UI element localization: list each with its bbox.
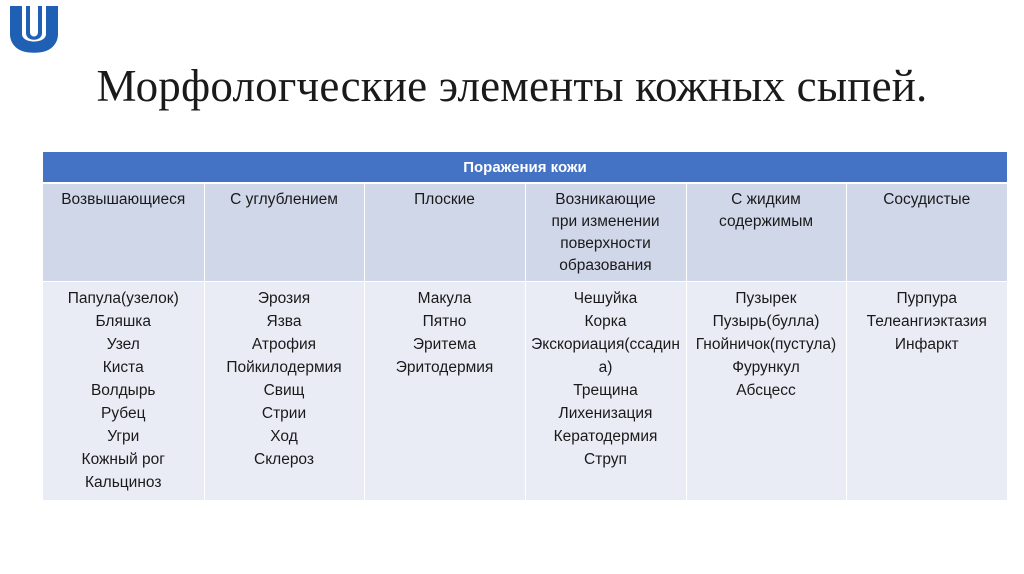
list-item: Склероз <box>254 451 314 468</box>
items-cell <box>204 282 364 501</box>
list-item: Эритодермия <box>395 359 494 376</box>
list-item: Телеангиэктазия <box>866 313 987 330</box>
list-item: Эрозия <box>257 290 311 307</box>
list-item: Папула(узелок) <box>67 290 179 307</box>
list-item: Язва <box>266 313 302 330</box>
items-cell <box>364 282 525 501</box>
list-item: Пятно <box>422 313 467 330</box>
category-cell: Возникающие при изменении поверхности образования <box>525 183 686 282</box>
list-item: Инфаркт <box>894 336 959 353</box>
list-item: Пузырь(булла) <box>712 313 820 330</box>
skin-lesions-table <box>43 152 1007 500</box>
list-item: Узел <box>106 336 140 353</box>
list-item: Лихенизация <box>558 405 653 422</box>
list-item: Ход <box>270 428 298 445</box>
category-cell: Плоские <box>364 183 525 282</box>
list-item: Киста <box>102 359 144 376</box>
list-item: Гнойничок(пустула) <box>695 336 837 353</box>
items-cell <box>686 282 846 501</box>
table-header: Поражения кожи <box>43 152 1007 183</box>
items-cell <box>846 282 1007 501</box>
list-item: Пурпура <box>896 290 958 307</box>
list-item: Бляшка <box>95 313 152 330</box>
list-item: Эритема <box>412 336 477 353</box>
items-cell <box>525 282 686 501</box>
category-cell: С углублением <box>204 183 364 282</box>
list-item: Волдырь <box>90 382 156 399</box>
list-item: Рубец <box>101 405 146 422</box>
list-item: Макула <box>417 290 472 307</box>
list-item: Фурункул <box>732 359 800 376</box>
list-item: Кератодермия <box>553 428 658 445</box>
list-item: Кожный рог <box>81 451 165 468</box>
logo-graphic <box>8 4 60 58</box>
list-item: Атрофия <box>251 336 317 353</box>
category-cell: Возвышающиеся <box>43 183 204 282</box>
category-row <box>43 183 1007 282</box>
list-item: Пузырек <box>735 290 797 307</box>
list-item: Абсцесс <box>736 382 796 399</box>
list-item: Корка <box>584 313 627 330</box>
list-item: Струп <box>584 451 627 468</box>
list-item: Пойкилодермия <box>226 359 342 376</box>
items-cell <box>43 282 204 501</box>
list-item: Трещина <box>573 382 638 399</box>
list-item: Стрии <box>261 405 307 422</box>
list-item: Экскориация(ссадина) <box>531 336 680 376</box>
items-row <box>43 282 1007 501</box>
university-u-logo-icon <box>8 4 60 58</box>
category-cell: Сосудистые <box>846 183 1007 282</box>
list-item: Свищ <box>263 382 305 399</box>
page-title: Морфологческие элементы кожных сыпей. <box>96 61 928 111</box>
list-item: Угри <box>107 428 140 445</box>
category-cell: С жидким содержимым <box>686 183 846 282</box>
list-item: Чешуйка <box>573 290 638 307</box>
list-item: Кальциноз <box>85 474 162 491</box>
